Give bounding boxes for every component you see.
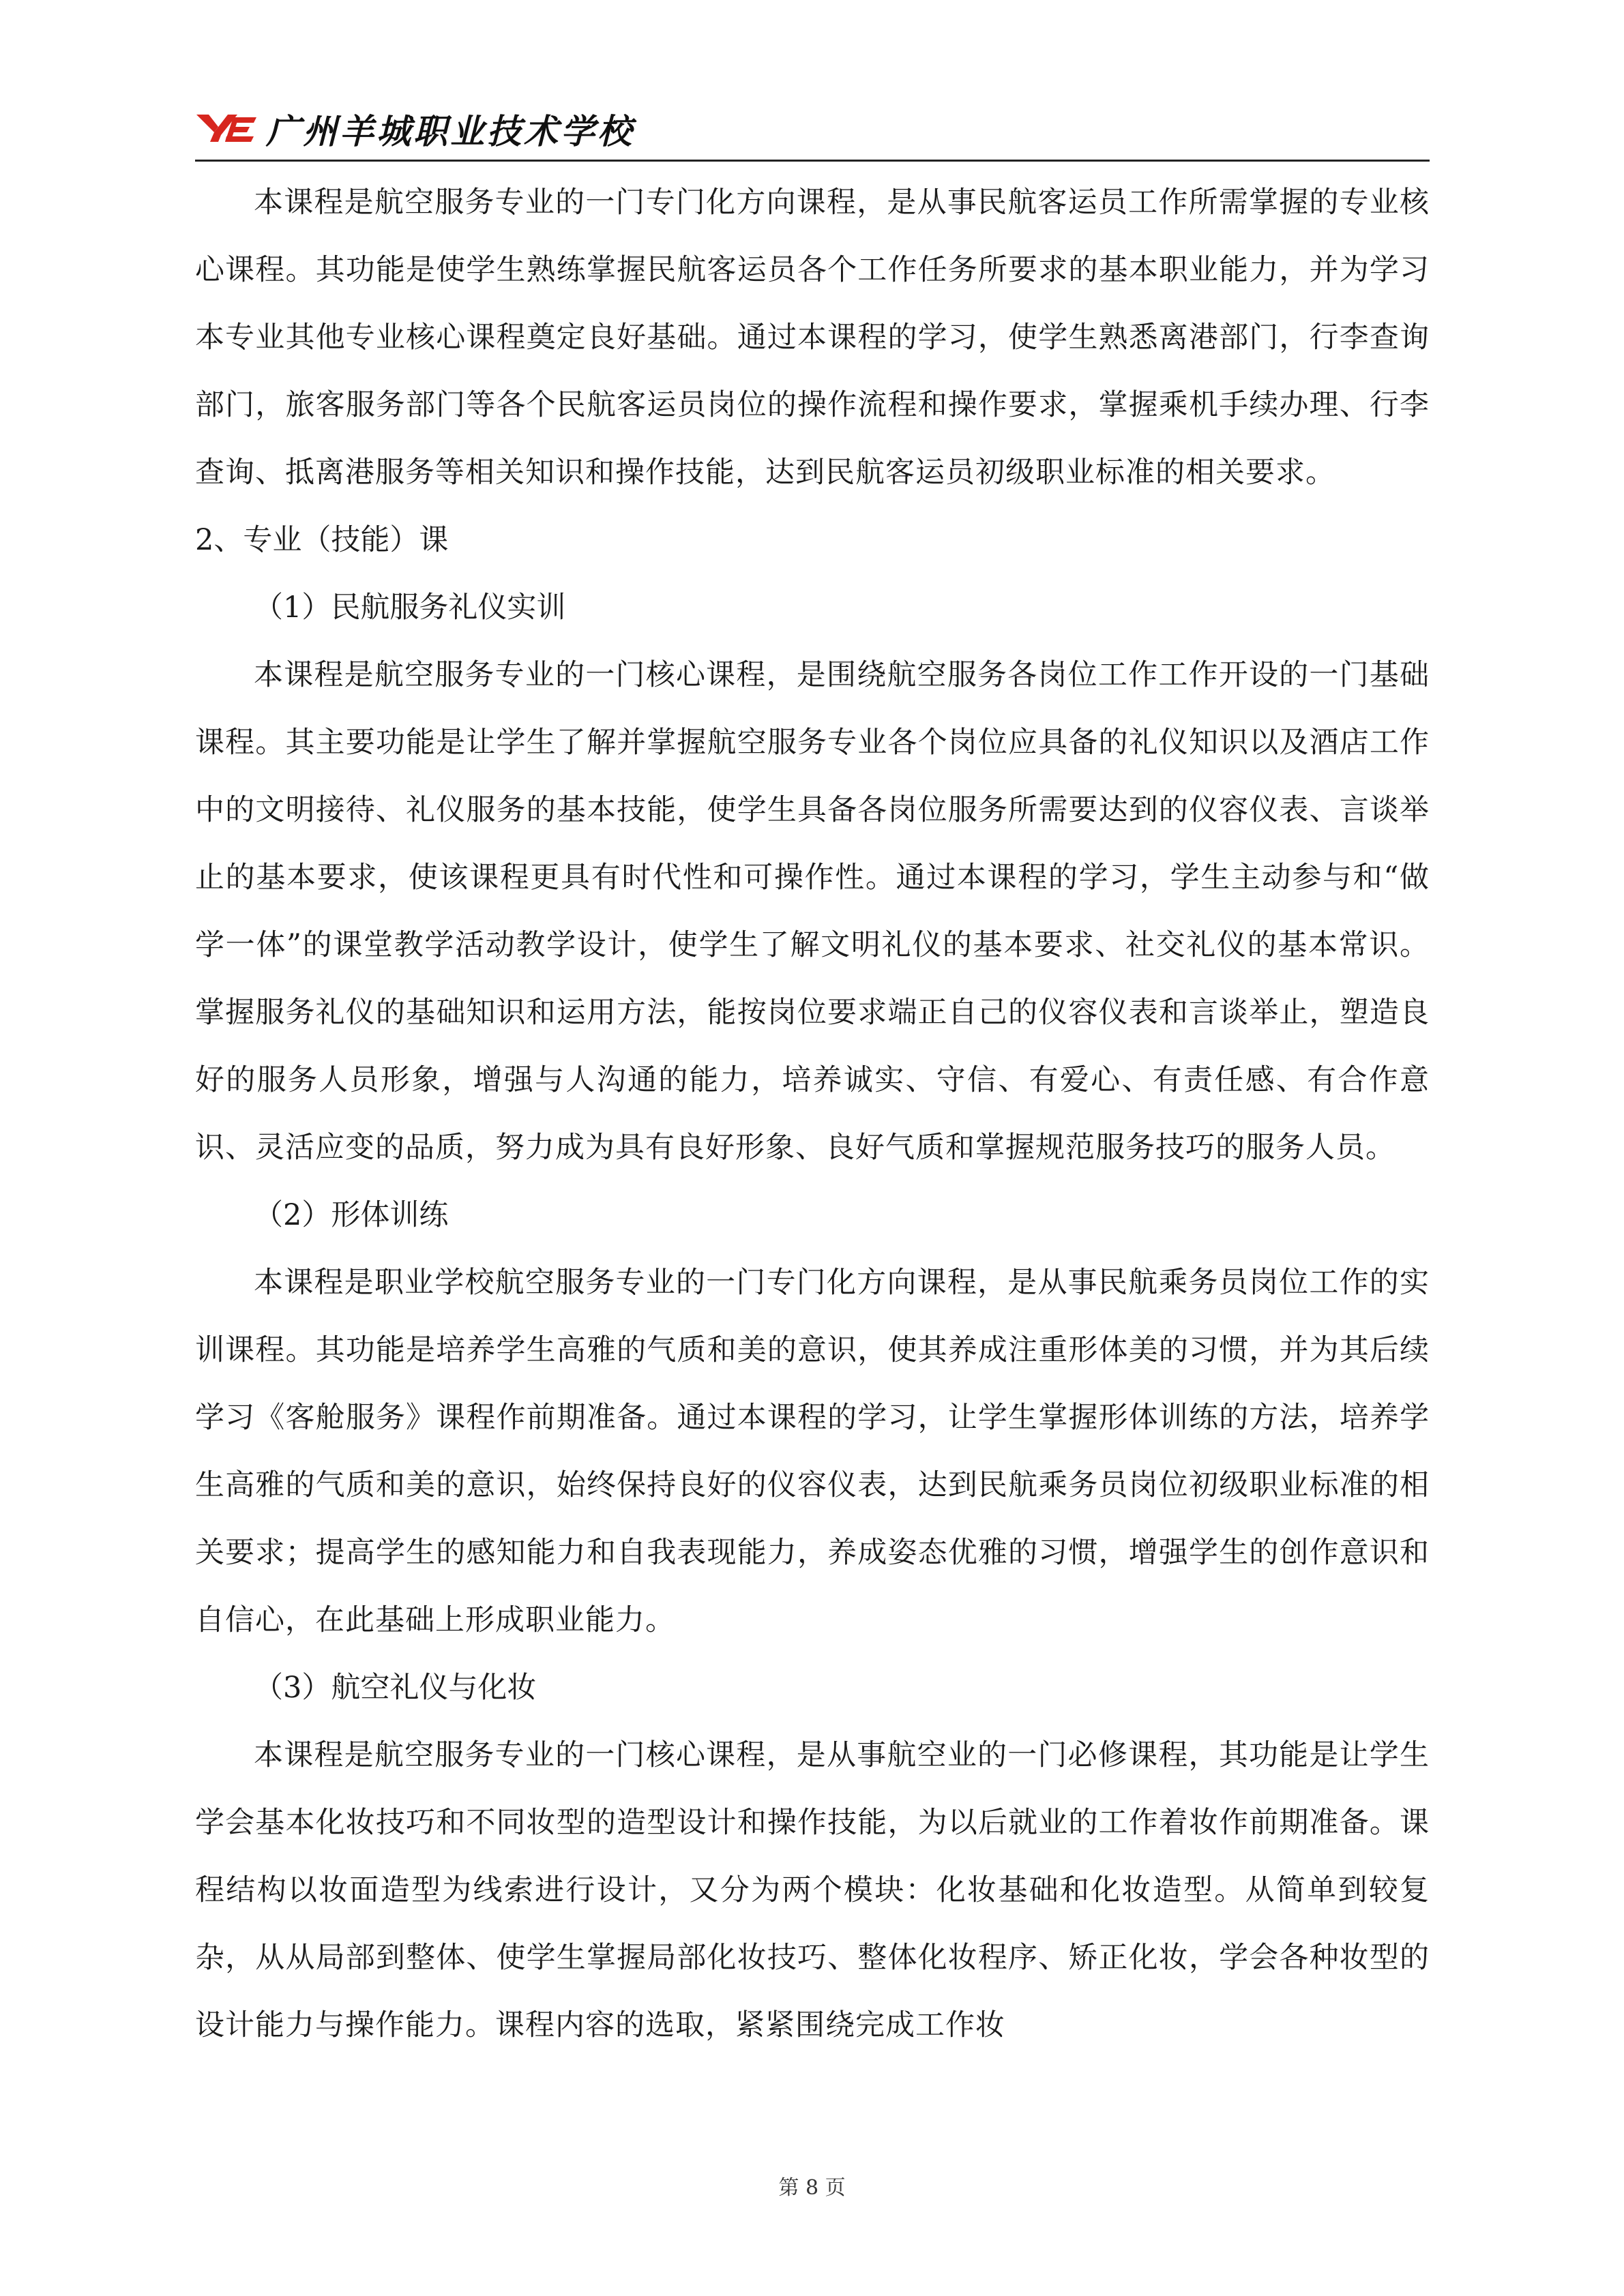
paragraph-aviation-etiquette-makeup: 本课程是航空服务专业的一门核心课程，是从事航空业的一门必修课程，其功能是让学生学会基本化妆技巧和不同妆型的造型设计和操作技能，为以后就业的工作着妆作前期准备。课程结构以妆面造型为线索进行设计，又分为两个模块：化妆基础和化妆造型。从简单到较复杂，从从局部到整体、使学生掌握局部化妆技巧、整体化妆程序、矫正化妆，学会各种妆型的设计能力与操作能力。课程内容的选取，紧紧围绕完成工作妆 [195,1738,1430,2042]
subheading-etiquette-training: （1）民航服务礼仪实训 [254,591,566,625]
subheading-body-training: （2）形体训练 [254,1198,449,1232]
section-heading-professional-skills: 2、专业（技能）课 [195,523,449,557]
document-body [195,169,1430,2059]
paragraph-body-training: 本课程是职业学校航空服务专业的一门专门化方向课程，是从事民航乘务员岗位工作的实训课程。其功能是培养学生高雅的气质和美的意识，使其养成注重形体美的习惯，并为其后续学习《客舱服务》课程作前期准备。通过本课程的学习，让学生掌握形体训练的方法，培养学生高雅的气质和美的意识，始终保持良好的仪容仪表，达到民航乘务员岗位初级职业标准的相关要求；提高学生的感知能力和自我表现能力，养成姿态优雅的习惯，增强学生的创作意识和自信心，在此基础上形成职业能力。 [195,1266,1430,1637]
subheading-aviation-etiquette-makeup: （3）航空礼仪与化妆 [254,1671,537,1705]
intro-paragraph: 本课程是航空服务专业的一门专门化方向课程，是从事民航客运员工作所需掌握的专业核心课程。其功能是使学生熟练掌握民航客运员各个工作任务所要求的基本职业能力，并为学习本专业其他专业核心课程奠定良好基础。通过本课程的学习，使学生熟悉离港部门，行李查询部门，旅客服务部门等各个民航客运员岗位的操作流程和操作要求，掌握乘机手续办理、行李查询、抵离港服务等相关知识和操作技能，达到民航客运员初级职业标准的相关要求。 [195,185,1430,490]
school-name: 广州羊城职业技术学校 [266,111,634,151]
yc-school-logo-icon [195,112,258,150]
header-divider [195,160,1430,162]
page-number: 第 8 页 [778,2176,846,2200]
paragraph-etiquette-training: 本课程是航空服务专业的一门核心课程，是围绕航空服务各岗位工作工作开设的一门基础课程。其主要功能是让学生了解并掌握航空服务专业各个岗位应具备的礼仪知识以及酒店工作中的文明接待、礼仪服务的基本技能，使学生具备各岗位服务所需要达到的仪容仪表、言谈举止的基本要求，使该课程更具有时代性和可操作性。通过本课程的学习，学生主动参与和“做学一体”的课堂教学活动教学设计，使学生了解文明礼仪的基本要求、社交礼仪的基本常识。掌握服务礼仪的基础知识和运用方法，能按岗位要求端正自己的仪容仪表和言谈举止，塑造良好的服务人员形象，增强与人沟通的能力，培养诚实、守信、有爱心、有责任感、有合作意识、灵活应变的品质，努力成为具有良好形象、良好气质和掌握规范服务技巧的服务人员。 [195,658,1430,1165]
page-header [195,108,1430,161]
